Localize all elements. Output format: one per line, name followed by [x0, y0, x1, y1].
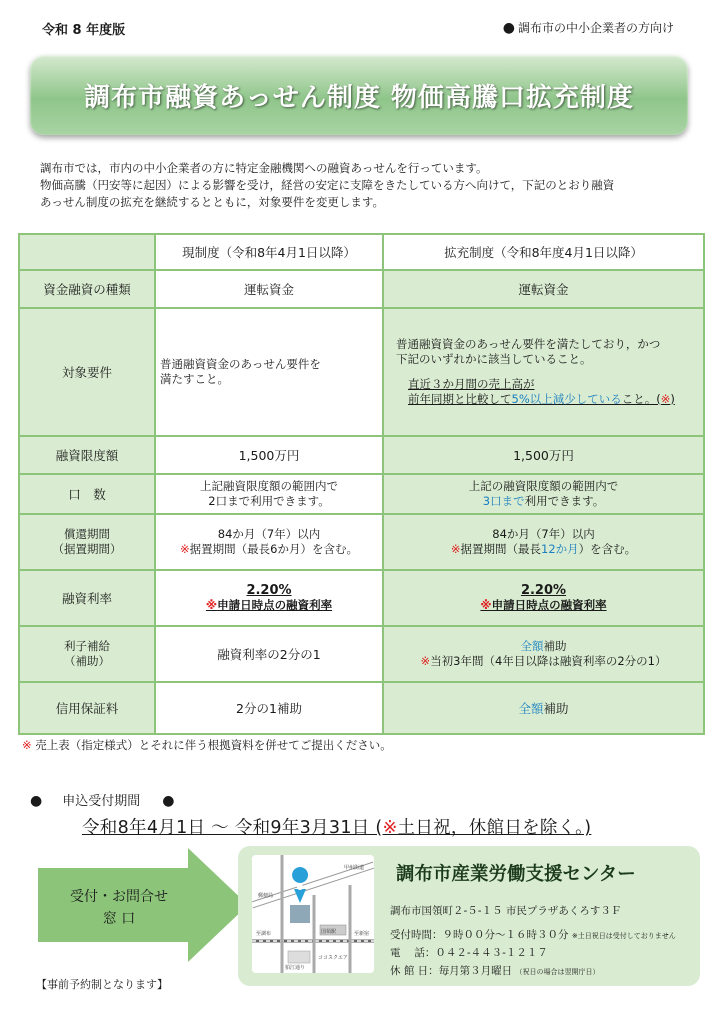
cell-current [155, 474, 383, 514]
location-map [252, 855, 374, 973]
center-closed-day [390, 963, 600, 978]
cell-current: 融資利率の2分の1 [155, 626, 383, 682]
cell-extended [383, 474, 704, 514]
cell-text [160, 542, 378, 557]
table-row [19, 626, 704, 682]
cell-current: 運転資金 [155, 270, 383, 308]
text-part: 利用できます。 [524, 494, 605, 508]
audience-text: 調布市の中小企業者の方向け [517, 21, 674, 35]
cell-text [388, 542, 699, 557]
emphasis-text: 12か月 [541, 542, 579, 556]
cell-text: 下記のいずれかに該当していること。 [396, 352, 592, 366]
footnote-text: 売上表（指定様式）とそれに伴う根拠資料を併せてご提出ください。 [31, 738, 392, 752]
cell-extended [383, 570, 704, 626]
hours-label: 受付時間： [390, 929, 443, 941]
intro-line: 調布市では，市内の中小企業者の方に特定金融機関への融資あっせんを行っています。 [40, 161, 488, 175]
contact-window-line: 窓 口 [102, 911, 136, 927]
row-label-text: 償還期間 [64, 527, 110, 541]
closed-value: 毎月第３月曜日 [438, 965, 513, 977]
cell-text: 84か月（7年）以内 [492, 527, 595, 541]
center-hours [390, 927, 676, 942]
cell-text [388, 639, 699, 654]
note-mark: ※ [180, 542, 190, 556]
application-period [82, 814, 591, 839]
column-header-extended: 拡充制度（令和8年度4月1日以降） [383, 234, 704, 270]
row-label-text: （据置期間） [52, 542, 122, 556]
cell-text [388, 494, 699, 509]
phone-value: ０４２-４４３-１２１７ [435, 947, 548, 959]
map-label: 狛江通り [285, 965, 306, 971]
cell-current: 2分の1補助 [155, 682, 383, 734]
cell-text: 上記の融資限度額の範囲内で [468, 479, 619, 493]
cell-text: 84か月（7年）以内 [217, 527, 321, 541]
table-header-row [19, 234, 704, 270]
center-phone [390, 945, 548, 960]
row-label: 対象要件 [19, 308, 155, 436]
closed-label: 休 館 日： [390, 965, 439, 977]
emphasis-text: 3口まで [482, 494, 525, 508]
table-row [19, 270, 704, 308]
contact-window-label [44, 886, 194, 930]
center-address: 調布市国領町２-５-１５ 市民プラザあくろす３Ｆ [390, 905, 622, 917]
application-heading-text: 申込受付期間 [62, 794, 141, 809]
row-label: 口 数 [19, 474, 155, 514]
cell-current: 1,500万円 [155, 436, 383, 474]
note-mark: ※ [660, 392, 671, 406]
row-label: 融資限度額 [19, 436, 155, 474]
emphasis-text: 全額 [520, 639, 544, 653]
emphasis-text: 全額 [518, 701, 544, 716]
cell-extended [383, 308, 704, 436]
table-row [19, 436, 704, 474]
row-label: 融資利率 [19, 570, 155, 626]
map-drawing [252, 855, 374, 973]
text-part: 申請日時点の融資利率 [491, 598, 607, 612]
table-row [19, 682, 704, 734]
cell-extended [383, 626, 704, 682]
intro-line: あっせん制度の拡充を継続するとともに，対象要件を変更します。 [40, 195, 384, 209]
page-title: 調布市融資あっせん制度 物価高騰口拡充制度 [84, 82, 634, 113]
text-part: 補助 [543, 701, 569, 716]
map-label: 国領駅 [321, 929, 337, 935]
map-label: ココスクエア [318, 955, 348, 961]
rate-note [388, 598, 699, 613]
table-row [19, 308, 704, 436]
note-mark: ※ [205, 598, 218, 612]
bullet-icon: ● [30, 793, 43, 809]
cell-current [155, 514, 383, 570]
cell-extended: 運転資金 [383, 270, 704, 308]
closed-note: （祝日の場合は翌開庁日） [515, 968, 600, 976]
hours-value: ９時００分～１６時３０分 [442, 929, 569, 941]
table-row [19, 570, 704, 626]
center-name: 調布市産業労働支援センター [396, 864, 636, 885]
text-part: 令和8年4月1日 ～ 令和9年3月31日 ( [82, 818, 383, 838]
bullet-icon: ● [162, 793, 175, 809]
text-part: 補助 [543, 639, 567, 653]
table-corner [19, 234, 155, 270]
row-label-text: （補助） [64, 654, 110, 668]
note-mark: ※ [22, 738, 32, 752]
row-label: 信用保証料 [19, 682, 155, 734]
map-label: 甲州街道 [344, 865, 365, 871]
row-label-text: 利子補給 [64, 639, 110, 653]
footnote [22, 737, 392, 753]
cell-extended [383, 682, 704, 734]
intro-text [40, 160, 690, 211]
note-mark: ※ [382, 818, 398, 838]
rate-value: 2.20% [246, 583, 292, 598]
row-label [19, 514, 155, 570]
audience-label [503, 19, 674, 36]
cell-text: 直近３か月間の売上高が [408, 377, 535, 391]
cell-text: 普通融資資金のあっせん要件を満たしており，かつ [396, 337, 661, 351]
map-label: 至調布 [256, 931, 272, 937]
text-part: ）を含む。 [578, 542, 637, 556]
text-part: 申請日時点の融資利率 [217, 598, 333, 612]
rate-value: 2.20% [520, 583, 567, 598]
cell-text [388, 392, 699, 407]
cell-text: 上記融資限度額の範囲内で [200, 479, 338, 493]
row-label: 資金融資の種類 [19, 270, 155, 308]
emphasis-text: 5%以上減少している [511, 392, 622, 406]
map-label: 郵便局 [258, 893, 274, 899]
table-row [19, 474, 704, 514]
note-mark: ※ [420, 654, 431, 668]
note-mark: ※ [450, 542, 461, 556]
text-part: 土日祝，休館日を除く。) [397, 818, 592, 838]
map-label: 至新宿 [354, 931, 370, 937]
row-label [19, 626, 155, 682]
text-part: ) [670, 392, 675, 406]
note-mark: ※ [480, 598, 492, 612]
cell-text: 2口まで利用できます。 [208, 494, 330, 508]
edition-label: 令和 8 年度版 [42, 23, 126, 38]
contact-window-line: 受付・お問合せ [70, 889, 168, 905]
text-part: 当初3年間（4年目以降は融資利率の2分の1） [430, 654, 667, 668]
phone-label: 電 話： [390, 947, 436, 959]
bullet-icon: ● [502, 20, 515, 36]
cell-text [388, 654, 699, 669]
application-heading [30, 790, 174, 809]
text-part: こと。( [621, 392, 661, 406]
column-header-current: 現制度（令和8年4月1日以降） [155, 234, 383, 270]
cell-extended: 1,500万円 [383, 436, 704, 474]
cell-text: 満たすこと。 [160, 372, 229, 386]
rate-note [160, 598, 378, 613]
text-part: 前年同期と比較して [408, 392, 512, 406]
cell-current [155, 308, 383, 436]
text-part: 据置期間（最長 [460, 542, 541, 556]
cell-text: 普通融資資金のあっせん要件を [160, 357, 321, 371]
title-banner [30, 55, 688, 135]
intro-line: 物価高騰（円安等に起因）による影響を受け，経営の安定に支障をきたしている方へ向けて，下記のとおり融資 [40, 178, 615, 192]
cell-current [155, 570, 383, 626]
cell-extended [383, 514, 704, 570]
reservation-note: 【事前予約制となります】 [36, 978, 168, 991]
table-row [19, 514, 704, 570]
hours-note: ※土日祝日は受付しておりません [571, 932, 676, 940]
comparison-table [18, 233, 705, 735]
text-part: 据置期間（最長6か月）を含む。 [189, 542, 358, 556]
